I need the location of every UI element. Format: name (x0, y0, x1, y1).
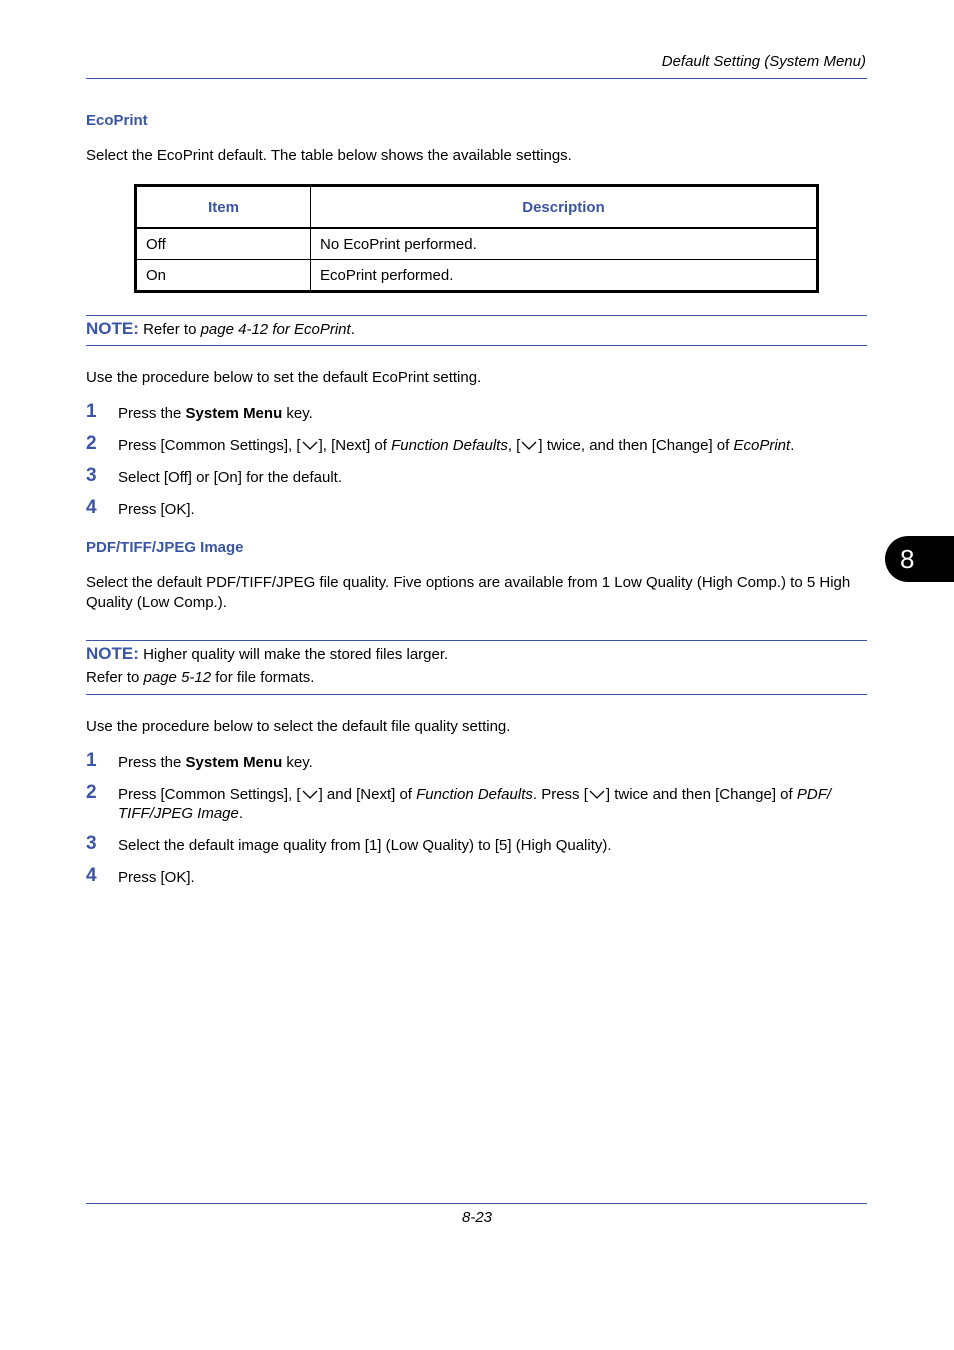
table-row (136, 260, 818, 292)
ecoprint-ref: EcoPrint (733, 437, 791, 454)
step-text-part: , [ (507, 437, 521, 454)
ecoprint-settings-table (134, 184, 819, 293)
table-cell-description: No EcoPrint performed. (311, 228, 818, 260)
pdf-procedure-intro: Use the procedure below to select the default file quality setting. (86, 718, 511, 735)
step-number: 1 (86, 750, 97, 771)
step-text-part: . Press [ (532, 786, 588, 803)
pdf-note-line2 (86, 669, 314, 686)
pdf-note (86, 644, 448, 664)
chapter-tab: 8 (885, 536, 954, 582)
step-text (118, 753, 870, 772)
header-rule (86, 78, 867, 79)
function-defaults-ref: Function Defaults (391, 437, 508, 454)
chevron-down-icon (520, 440, 538, 452)
table-header-item: Item (136, 186, 311, 229)
section-heading-pdf-tiff-jpeg: PDF/TIFF/JPEG Image (86, 539, 244, 556)
step-number: 1 (86, 401, 97, 422)
ecoprint-procedure-intro: Use the procedure below to set the default EcoPrint setting. (86, 369, 482, 386)
step-text: Press [OK]. (118, 869, 195, 886)
chevron-down-icon (301, 789, 319, 801)
step-text: Press [OK]. (118, 501, 195, 518)
note-text: Higher quality will make the stored files larger. (143, 646, 449, 663)
pdf-intro: Select the default PDF/TIFF/JPEG file quality. Five options are available from 1 Low Quality (High Comp.) to 5 High Quality (Low Comp.). (86, 574, 851, 611)
chevron-down-icon (301, 440, 319, 452)
ecoprint-note (86, 319, 355, 339)
ecoprint-intro: Select the EcoPrint default. The table below shows the available settings. (86, 147, 572, 164)
table-header-description: Description (311, 186, 818, 229)
note-period: . (350, 321, 355, 338)
step-text-part: ] twice, and then [Change] of (538, 437, 734, 454)
step-text-part: ], [Next] of (318, 437, 392, 454)
system-menu-key-label: System Menu (185, 405, 283, 422)
chevron-down-icon (588, 789, 606, 801)
step-text: Select [Off] or [On] for the default. (118, 469, 343, 486)
note-rule-bottom (86, 694, 867, 695)
note-rule-top (86, 315, 867, 316)
step-text (118, 404, 870, 423)
note-rule-top (86, 640, 867, 641)
step-text-part: key. (282, 405, 313, 422)
note-label: NOTE: (86, 644, 139, 663)
step-text-part: . (238, 805, 244, 822)
step-text-part: Press the (118, 405, 186, 422)
note-text: Refer to (143, 321, 201, 338)
step-number: 2 (86, 782, 97, 803)
step-text-part: Press [Common Settings], [ (118, 786, 301, 803)
note-page-reference: page 5-12 (143, 669, 212, 686)
step-number: 3 (86, 833, 97, 854)
step-text (118, 785, 870, 823)
step-text: Select the default image quality from [1] (Low Quality) to [5] (High Quality). (118, 837, 612, 854)
step-number: 4 (86, 865, 97, 886)
table-row (136, 228, 818, 260)
step-text-part: ] twice and then [Change] of (605, 786, 797, 803)
step-text-part: Press [Common Settings], [ (118, 437, 301, 454)
step-text-part: key. (282, 754, 313, 771)
table-cell-description: EcoPrint performed. (311, 260, 818, 292)
step-number: 2 (86, 433, 97, 454)
running-header: Default Setting (System Menu) (661, 53, 866, 70)
table-header-row (136, 186, 818, 229)
table-cell-item: On (136, 260, 311, 292)
step-number: 3 (86, 465, 97, 486)
section-heading-ecoprint: EcoPrint (86, 112, 148, 129)
step-text-part: . (790, 437, 795, 454)
step-text (118, 436, 870, 455)
step-number: 4 (86, 497, 97, 518)
note-label: NOTE: (86, 319, 139, 338)
step-text-part: ] and [Next] of (318, 786, 417, 803)
table-cell-item: Off (136, 228, 311, 260)
note-text: Refer to (86, 669, 144, 686)
note-text: for file formats. (211, 669, 315, 686)
step-text-part: Press the (118, 754, 186, 771)
footer-rule (86, 1203, 867, 1204)
pdf-tiff-jpeg-ref: PDF/ TIFF/JPEG Image (118, 786, 832, 822)
system-menu-key-label: System Menu (185, 754, 283, 771)
function-defaults-ref: Function Defaults (416, 786, 533, 803)
note-page-reference: page 4-12 for EcoPrint (200, 321, 351, 338)
page-number: 8-23 (461, 1209, 493, 1226)
note-rule-bottom (86, 345, 867, 346)
